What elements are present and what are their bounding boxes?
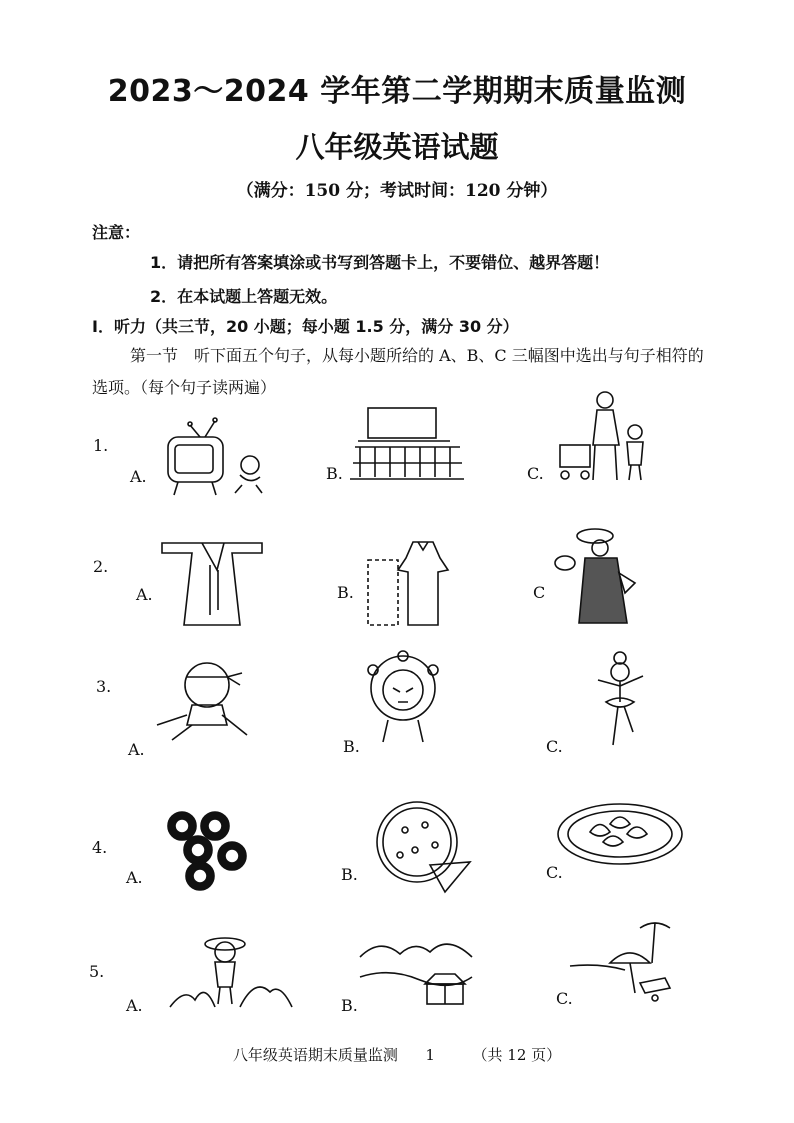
dumplings-plate-icon xyxy=(555,802,685,867)
yurt-grassland-icon xyxy=(360,932,475,1012)
exam-title: 2023～2024 学年第二学期期末质量监测 xyxy=(107,74,687,109)
notice-item-1: 1．请把所有答案填涂或书写到答题卡上，不要错位、越界答题！ xyxy=(150,253,610,272)
option-c-label: C. xyxy=(527,464,544,483)
part1-instruction-line1: 第一节 听下面五个句子，从每小题所给的 A、B、C 三幅图中选出与句子相符的 xyxy=(130,346,704,365)
page-number: 1 xyxy=(425,1046,435,1064)
question-number: 1. xyxy=(93,436,109,455)
option-b-label: B. xyxy=(326,464,343,483)
option-a-label: A. xyxy=(126,868,143,887)
option-b-label: B. xyxy=(337,583,354,602)
part1-instruction-line2: 选项。（每个句子读两遍） xyxy=(92,378,277,397)
ballet-dancer-icon xyxy=(588,650,658,750)
notice-label: 注意： xyxy=(92,223,141,242)
section-heading: I．听力（共三节，20 小题；每小题 1.5 分，满分 30 分） xyxy=(92,317,519,336)
question-number: 2. xyxy=(93,557,109,576)
beach-umbrella-icon xyxy=(570,918,680,1003)
question-number: 4. xyxy=(92,838,108,857)
score-time-info: （满分：150 分；考试时间：120 分钟） xyxy=(236,181,558,201)
option-a-label: A. xyxy=(126,996,143,1015)
question-number: 5. xyxy=(89,962,105,981)
sushi-rolls-icon xyxy=(160,808,255,893)
notice-item-2: 2．在本试题上答题无效。 xyxy=(150,287,338,306)
footer-exam-name: 八年级英语期末质量监测 xyxy=(232,1046,398,1064)
page-total: （共 12 页） xyxy=(472,1046,562,1064)
hanfu-robe-icon xyxy=(162,535,262,630)
peking-opera-mask-icon xyxy=(358,650,448,745)
exam-subtitle: 八年级英语试题 xyxy=(295,130,499,164)
theater-audience-icon xyxy=(350,405,465,495)
option-c-label: C. xyxy=(556,989,573,1008)
kimono-woman-icon xyxy=(555,528,645,628)
option-a-label: A. xyxy=(130,467,147,486)
hiker-girl-icon xyxy=(170,932,295,1012)
pizza-icon xyxy=(375,800,475,895)
option-c-label: C. xyxy=(546,863,563,882)
television-icon xyxy=(160,415,270,500)
page-footer xyxy=(0,1044,794,1065)
option-a-label: A. xyxy=(128,740,145,759)
option-b-label: B. xyxy=(343,737,360,756)
mother-shopping-icon xyxy=(555,390,665,485)
qipao-dress-icon xyxy=(368,540,458,630)
question-number: 3. xyxy=(96,677,112,696)
option-a-label: A. xyxy=(136,585,153,604)
kungfu-kid-icon xyxy=(152,655,262,745)
option-b-label: B. xyxy=(341,996,358,1015)
option-b-label: B. xyxy=(341,865,358,884)
option-c-label: C. xyxy=(546,737,563,756)
option-c-label: C xyxy=(533,583,546,602)
